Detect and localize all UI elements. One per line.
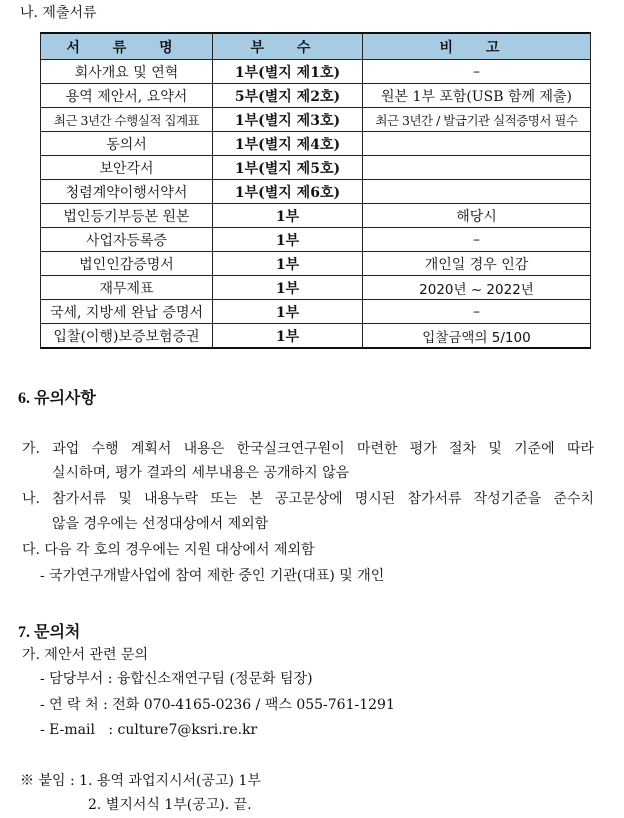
notice-item-ga-line2: 실시하며, 평가 결과의 세부내용은 공개하지 않음 (52, 465, 350, 481)
contact-item-ga: 가. 제안서 관련 문의 (22, 647, 148, 663)
attachments-line1: ※ 붙임 : 1. 용역 과업지시서(공고) 1부 (20, 773, 261, 789)
table-row (41, 300, 591, 324)
note-cell: – (363, 228, 591, 252)
table-row (41, 228, 591, 252)
doc-name-cell: 법인인감증명서 (41, 252, 213, 276)
copies-cell: 1부(별지 제4호) (213, 132, 363, 156)
doc-name-cell: 청렴계약이행서약서 (41, 180, 213, 204)
subheading: 나. 제출서류 (20, 5, 97, 21)
copies-cell: 1부 (213, 276, 363, 300)
contact-email: - E-mail : culture7@ksri.re.kr (40, 722, 258, 738)
note-cell: 최근 3년간 / 발급기관 실적증명서 필수 (363, 108, 591, 132)
documents-table (40, 32, 591, 349)
table-row (41, 132, 591, 156)
attachments-line2: 2. 별지서식 1부(공고). 끝. (88, 797, 252, 813)
doc-name-cell: 법인등기부등본 원본 (41, 204, 213, 228)
copies-cell: 1부(별지 제1호) (213, 60, 363, 84)
copies-cell: 5부(별지 제2호) (213, 84, 363, 108)
note-cell: – (363, 60, 591, 84)
note-cell: 개인일 경우 인감 (363, 252, 591, 276)
table-row (41, 108, 591, 132)
doc-name-cell: 보안각서 (41, 156, 213, 180)
table-row (41, 156, 591, 180)
copies-cell: 1부(별지 제6호) (213, 180, 363, 204)
note-cell: 원본 1부 포함(USB 함께 제출) (363, 84, 591, 108)
copies-cell: 1부 (213, 228, 363, 252)
header-note: 비 고 (363, 33, 591, 60)
table-row (41, 276, 591, 300)
notice-item-na-line2: 않을 경우에는 선정대상에서 제외함 (52, 516, 269, 532)
table-row (41, 204, 591, 228)
copies-cell: 1부 (213, 300, 363, 324)
notice-item-na-line1: 나. 참가서류 및 내용누락 또는 본 공고문상에 명시된 참가서류 작성기준을 준수치 (22, 491, 594, 507)
doc-name-cell: 국세, 지방세 완납 증명서 (41, 300, 213, 324)
note-cell: 2020년 ~ 2022년 (363, 276, 591, 300)
table-row (41, 84, 591, 108)
note-cell: – (363, 300, 591, 324)
table-row (41, 324, 591, 349)
copies-cell: 1부 (213, 324, 363, 349)
section-6-title: 6. 유의사항 (18, 390, 96, 407)
copies-cell: 1부(별지 제5호) (213, 156, 363, 180)
table-row (41, 60, 591, 84)
header-copies: 부 수 (213, 33, 363, 60)
notice-item-da-sub: - 국가연구개발사업에 참여 제한 중인 기관(대표) 및 개인 (40, 568, 385, 584)
copies-cell: 1부 (213, 204, 363, 228)
doc-name-cell: 재무제표 (41, 276, 213, 300)
doc-name-cell: 입찰(이행)보증보험증권 (41, 324, 213, 349)
doc-name-cell: 최근 3년간 수행실적 집계표 (41, 108, 213, 132)
table-row (41, 252, 591, 276)
notice-item-da: 다. 다음 각 호의 경우에는 지원 대상에서 제외함 (22, 542, 315, 558)
doc-name-cell: 용역 제안서, 요약서 (41, 84, 213, 108)
contact-department: - 담당부서 : 융합신소재연구팀 (정문화 팀장) (40, 671, 313, 687)
doc-name-cell: 사업자등록증 (41, 228, 213, 252)
doc-name-cell: 동의서 (41, 132, 213, 156)
note-cell: 입찰금액의 5/100 (363, 324, 591, 349)
header-doc-name: 서 류 명 (41, 33, 213, 60)
note-cell (363, 180, 591, 204)
note-cell (363, 132, 591, 156)
copies-cell: 1부 (213, 252, 363, 276)
table-row (41, 180, 591, 204)
table-header-row (41, 33, 591, 60)
contact-phone-fax: - 연 락 처 : 전화 070-4165-0236 / 팩스 055-761-1291 (40, 697, 395, 713)
note-cell (363, 156, 591, 180)
doc-name-cell: 회사개요 및 연혁 (41, 60, 213, 84)
note-cell: 해당시 (363, 204, 591, 228)
section-7-title: 7. 문의처 (18, 624, 81, 641)
notice-item-ga-line1: 가. 과업 수행 계획서 내용은 한국실크연구원이 마련한 평가 절차 및 기준에 따라 (22, 441, 594, 457)
copies-cell: 1부(별지 제3호) (213, 108, 363, 132)
